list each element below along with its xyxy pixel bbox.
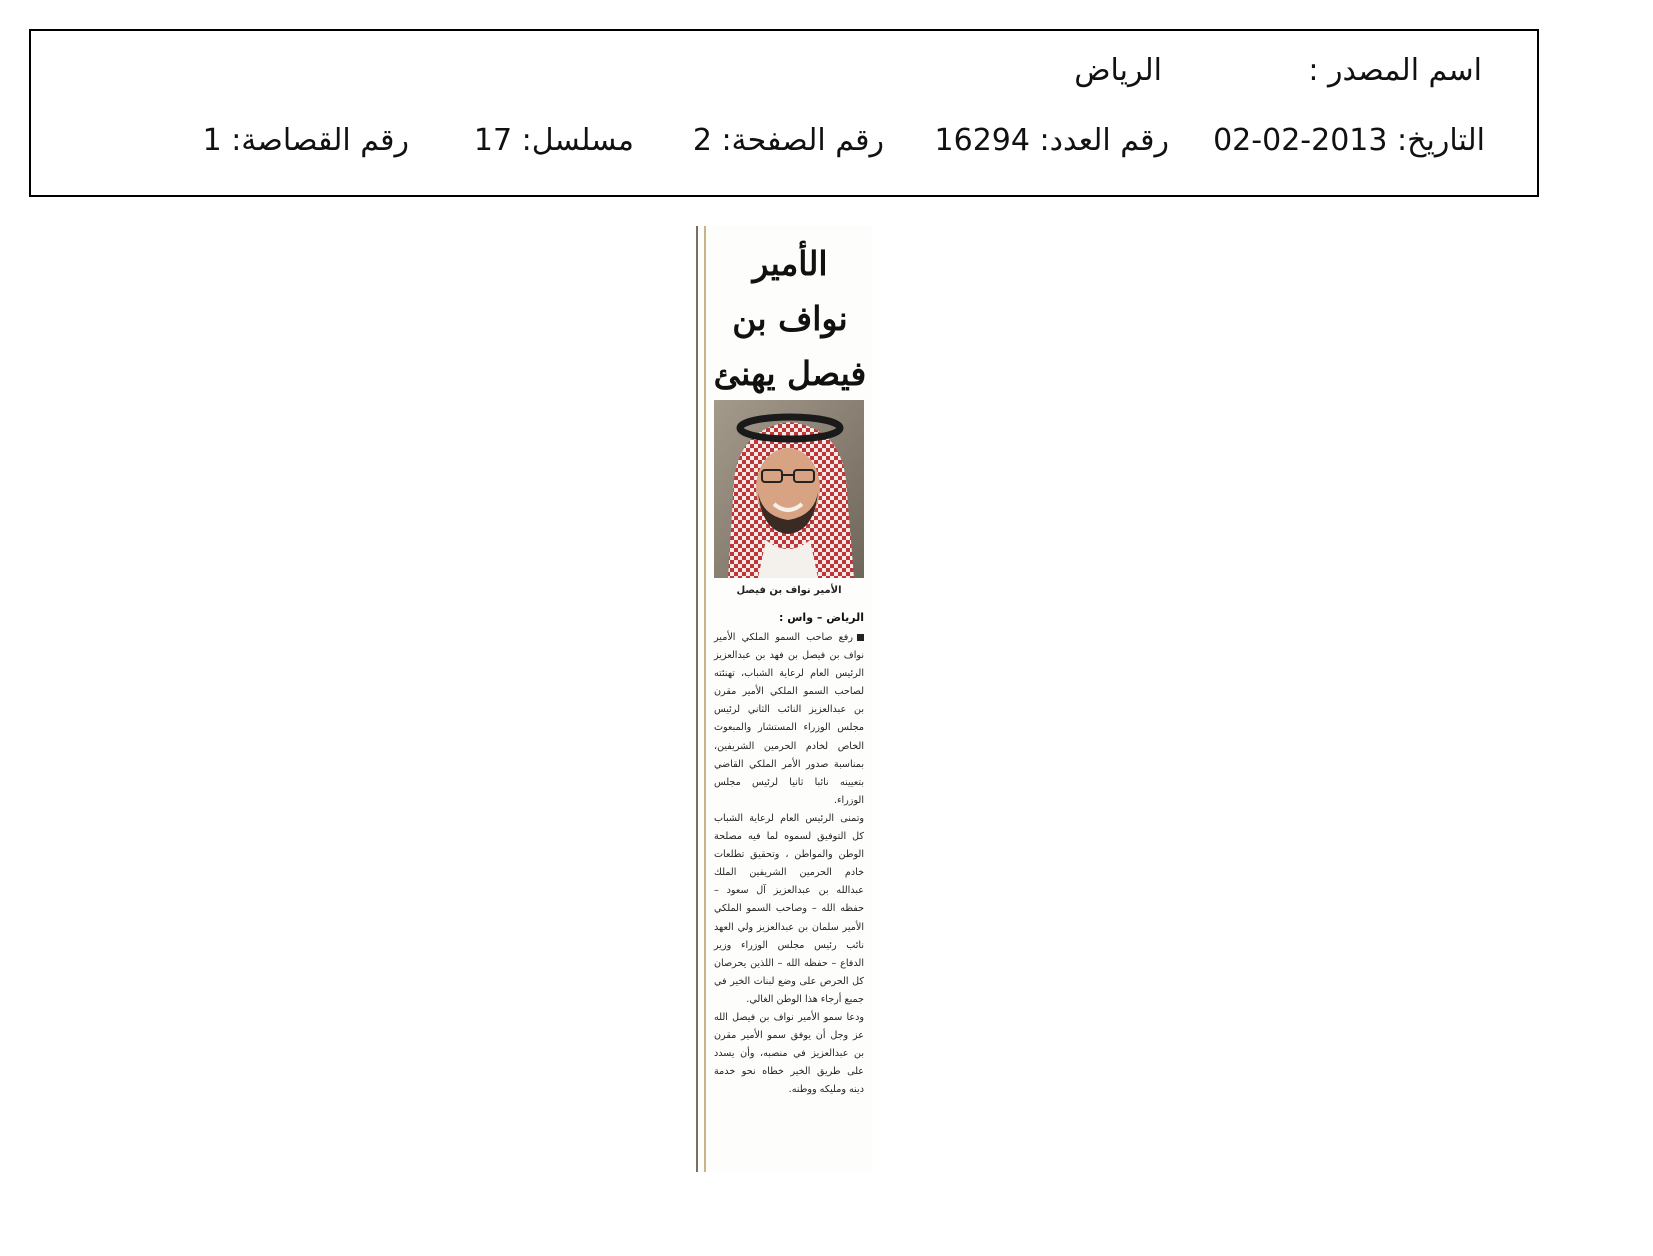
clip-number-field: رقم القصاصة: 1: [202, 123, 409, 158]
source-label: اسم المصدر :: [1308, 53, 1482, 88]
portrait-illustration: [714, 400, 864, 578]
clipping-metadata-box: [29, 29, 1539, 197]
article-paragraph: ودعا سمو الأمير نواف بن فيصل الله عز وجل أن يوفق سمو الأمير مقرن بن عبدالعزيز في منصبه، وأن يسدد على طريق الخير خطاه نحو خدمة دينه ومليكه ووطنه.: [714, 1011, 864, 1096]
column-rule: [696, 226, 698, 1172]
issue-number-field: رقم العدد: 16294: [934, 123, 1169, 158]
article-headline: الأمير نواف بن فيصل يهنئ: [713, 244, 867, 393]
serial-field: مسلسل: 17: [473, 123, 634, 158]
photo-caption: الأمير نواف بن فيصل: [736, 585, 842, 596]
date-field: التاريخ: 2013-02-02: [1213, 123, 1485, 158]
newspaper-clipping: [696, 226, 872, 1172]
column-rule-accent: [704, 226, 706, 1172]
portrait-photo: [714, 400, 864, 578]
bullet-square-icon: [857, 634, 864, 641]
article-body: [714, 629, 864, 1099]
article-dateline: الرياض – واس :: [779, 611, 864, 624]
page-number-field: رقم الصفحة: 2: [692, 123, 884, 158]
source-value: الرياض: [1074, 53, 1162, 88]
article-paragraph: وتمنى الرئيس العام لرعاية الشباب كل التوفيق لسموه لما فيه مصلحة الوطن والمواطن ، وتحقيق تطلعات خادم الحرمين الشريفين الملك عبدالله بن عبدالعزيز آل سعود – حفظه الله – وصاحب السمو الملكي الأمير سلمان بن عبدالعزيز ولي العهد نائب رئيس مجلس الوزراء وزير الدفاع – حفظه الله – اللذين يحرصان كل الحرص على وضع لبنات الخير في جميع أرجاء هذا الوطن الغالي.: [714, 812, 864, 1005]
article-paragraph: [714, 629, 864, 810]
paragraph-text: رفع صاحب السمو الملكي الأمير نواف بن فيصل بن فهد بن عبدالعزيز الرئيس العام لرعاية الشباب، تهنئته لصاحب السمو الملكي الأمير مقرن بن عبدالعزيز النائب الثاني لرئيس مجلس الوزراء المستشار والمبعوث الخاص لخادم الحرمين الشريفين، بمناسبة صدور الأمر الملكي القاضي بتعيينه نائبا ثانيا لرئيس مجلس الوزراء.: [714, 632, 864, 806]
